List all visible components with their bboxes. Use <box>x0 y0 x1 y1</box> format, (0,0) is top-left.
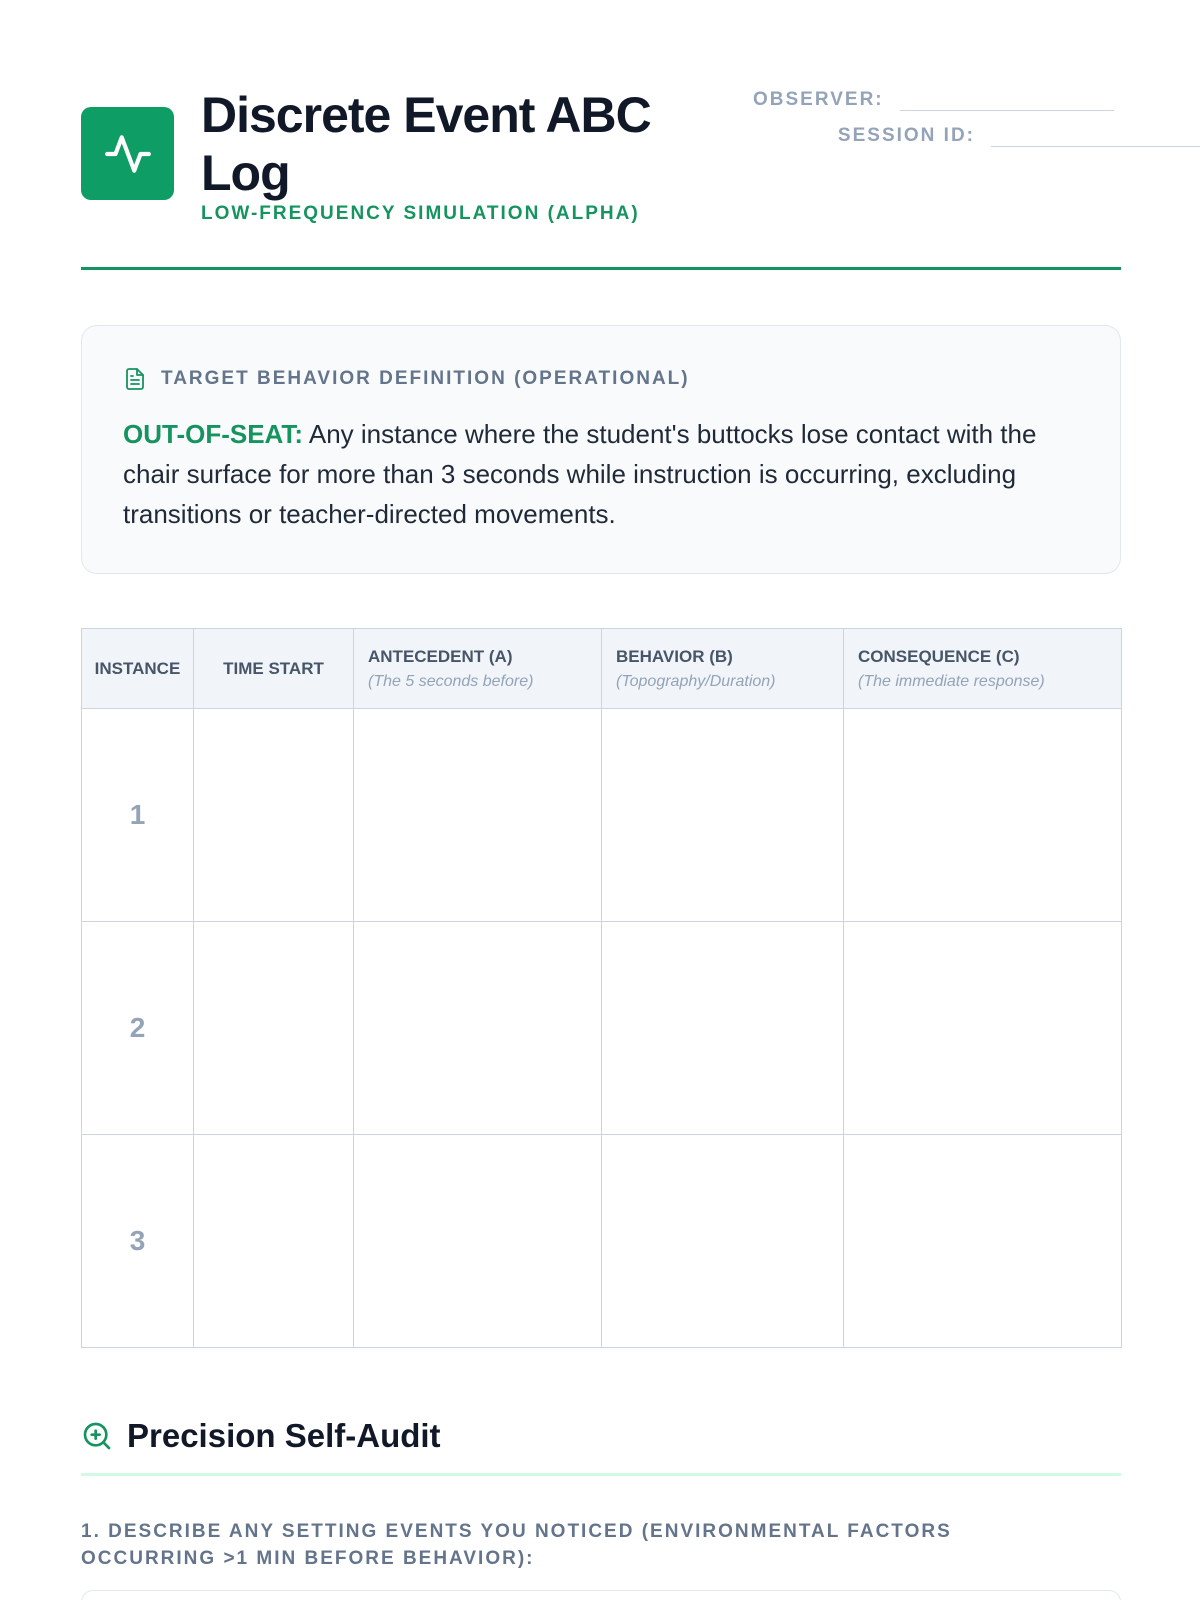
behavior-cell[interactable] <box>602 709 844 922</box>
time-start-cell[interactable] <box>194 922 354 1135</box>
worksheet-page <box>81 0 1121 1600</box>
column-subheader-behavior: (Topography/Duration) <box>616 672 776 690</box>
table-header-row <box>82 629 1122 709</box>
definition-body: Any instance where the student's buttocks lose contact with the chair surface for more than 3 seconds while instruction is occurring, excluding transitions or teacher-directed movements. <box>123 419 1037 529</box>
page-subtitle: LOW-FREQUENCY SIMULATION (ALPHA) <box>201 203 640 224</box>
definition-heading-label: TARGET BEHAVIOR DEFINITION (OPERATIONAL) <box>161 368 690 389</box>
document-icon <box>123 366 147 392</box>
self-audit-heading <box>81 1417 441 1455</box>
definition-term: OUT-OF-SEAT: <box>123 419 304 449</box>
consequence-cell[interactable] <box>844 709 1122 922</box>
antecedent-cell[interactable] <box>354 922 602 1135</box>
target-behavior-definition <box>81 325 1121 574</box>
table-row <box>82 709 1122 922</box>
self-audit-title: Precision Self-Audit <box>127 1417 441 1454</box>
table-row <box>82 922 1122 1135</box>
column-header-time-start: TIME START <box>194 629 354 709</box>
time-start-cell[interactable] <box>194 1135 354 1348</box>
self-audit-divider <box>81 1473 1121 1476</box>
column-header-consequence: CONSEQUENCE (C) (The immediate response) <box>844 629 1122 709</box>
session-id-input-line[interactable] <box>991 146 1200 147</box>
instance-number: 3 <box>82 1135 194 1348</box>
setting-events-answer-box[interactable] <box>81 1590 1121 1600</box>
column-header-antecedent: ANTECEDENT (A) (The 5 seconds before) <box>354 629 602 709</box>
column-subheader-consequence: (The immediate response) <box>858 672 1045 690</box>
setting-events-question: 1. DESCRIBE ANY SETTING EVENTS YOU NOTICED (ENVIRONMENTAL FACTORS OCCURRING >1 MIN BEFORE BEHAVIOR): <box>81 1521 952 1569</box>
column-header-behavior: BEHAVIOR (B) (Topography/Duration) <box>602 629 844 709</box>
definition-text <box>123 414 1063 534</box>
header <box>81 86 1121 270</box>
instance-number: 1 <box>82 709 194 922</box>
zoom-in-icon <box>81 1420 113 1452</box>
session-id-label: SESSION ID: <box>837 125 975 146</box>
antecedent-cell[interactable] <box>354 709 602 922</box>
activity-pulse-icon <box>81 107 174 200</box>
column-subheader-antecedent: (The 5 seconds before) <box>368 672 534 690</box>
session-id-field <box>781 122 1200 149</box>
behavior-cell[interactable] <box>602 922 844 1135</box>
definition-heading <box>123 366 690 392</box>
time-start-cell[interactable] <box>194 709 354 922</box>
consequence-cell[interactable] <box>844 922 1122 1135</box>
observer-label: OBSERVER: <box>753 89 884 110</box>
instance-number: 2 <box>82 922 194 1135</box>
column-header-instance: INSTANCE <box>82 629 194 709</box>
observer-input-line[interactable] <box>900 110 1114 111</box>
behavior-cell[interactable] <box>602 1135 844 1348</box>
table-row <box>82 1135 1122 1348</box>
observer-field <box>753 86 1114 113</box>
header-divider <box>81 267 1121 270</box>
antecedent-cell[interactable] <box>354 1135 602 1348</box>
abc-log-table <box>81 628 1122 1348</box>
page-title: Discrete Event ABC Log <box>201 87 651 201</box>
consequence-cell[interactable] <box>844 1135 1122 1348</box>
